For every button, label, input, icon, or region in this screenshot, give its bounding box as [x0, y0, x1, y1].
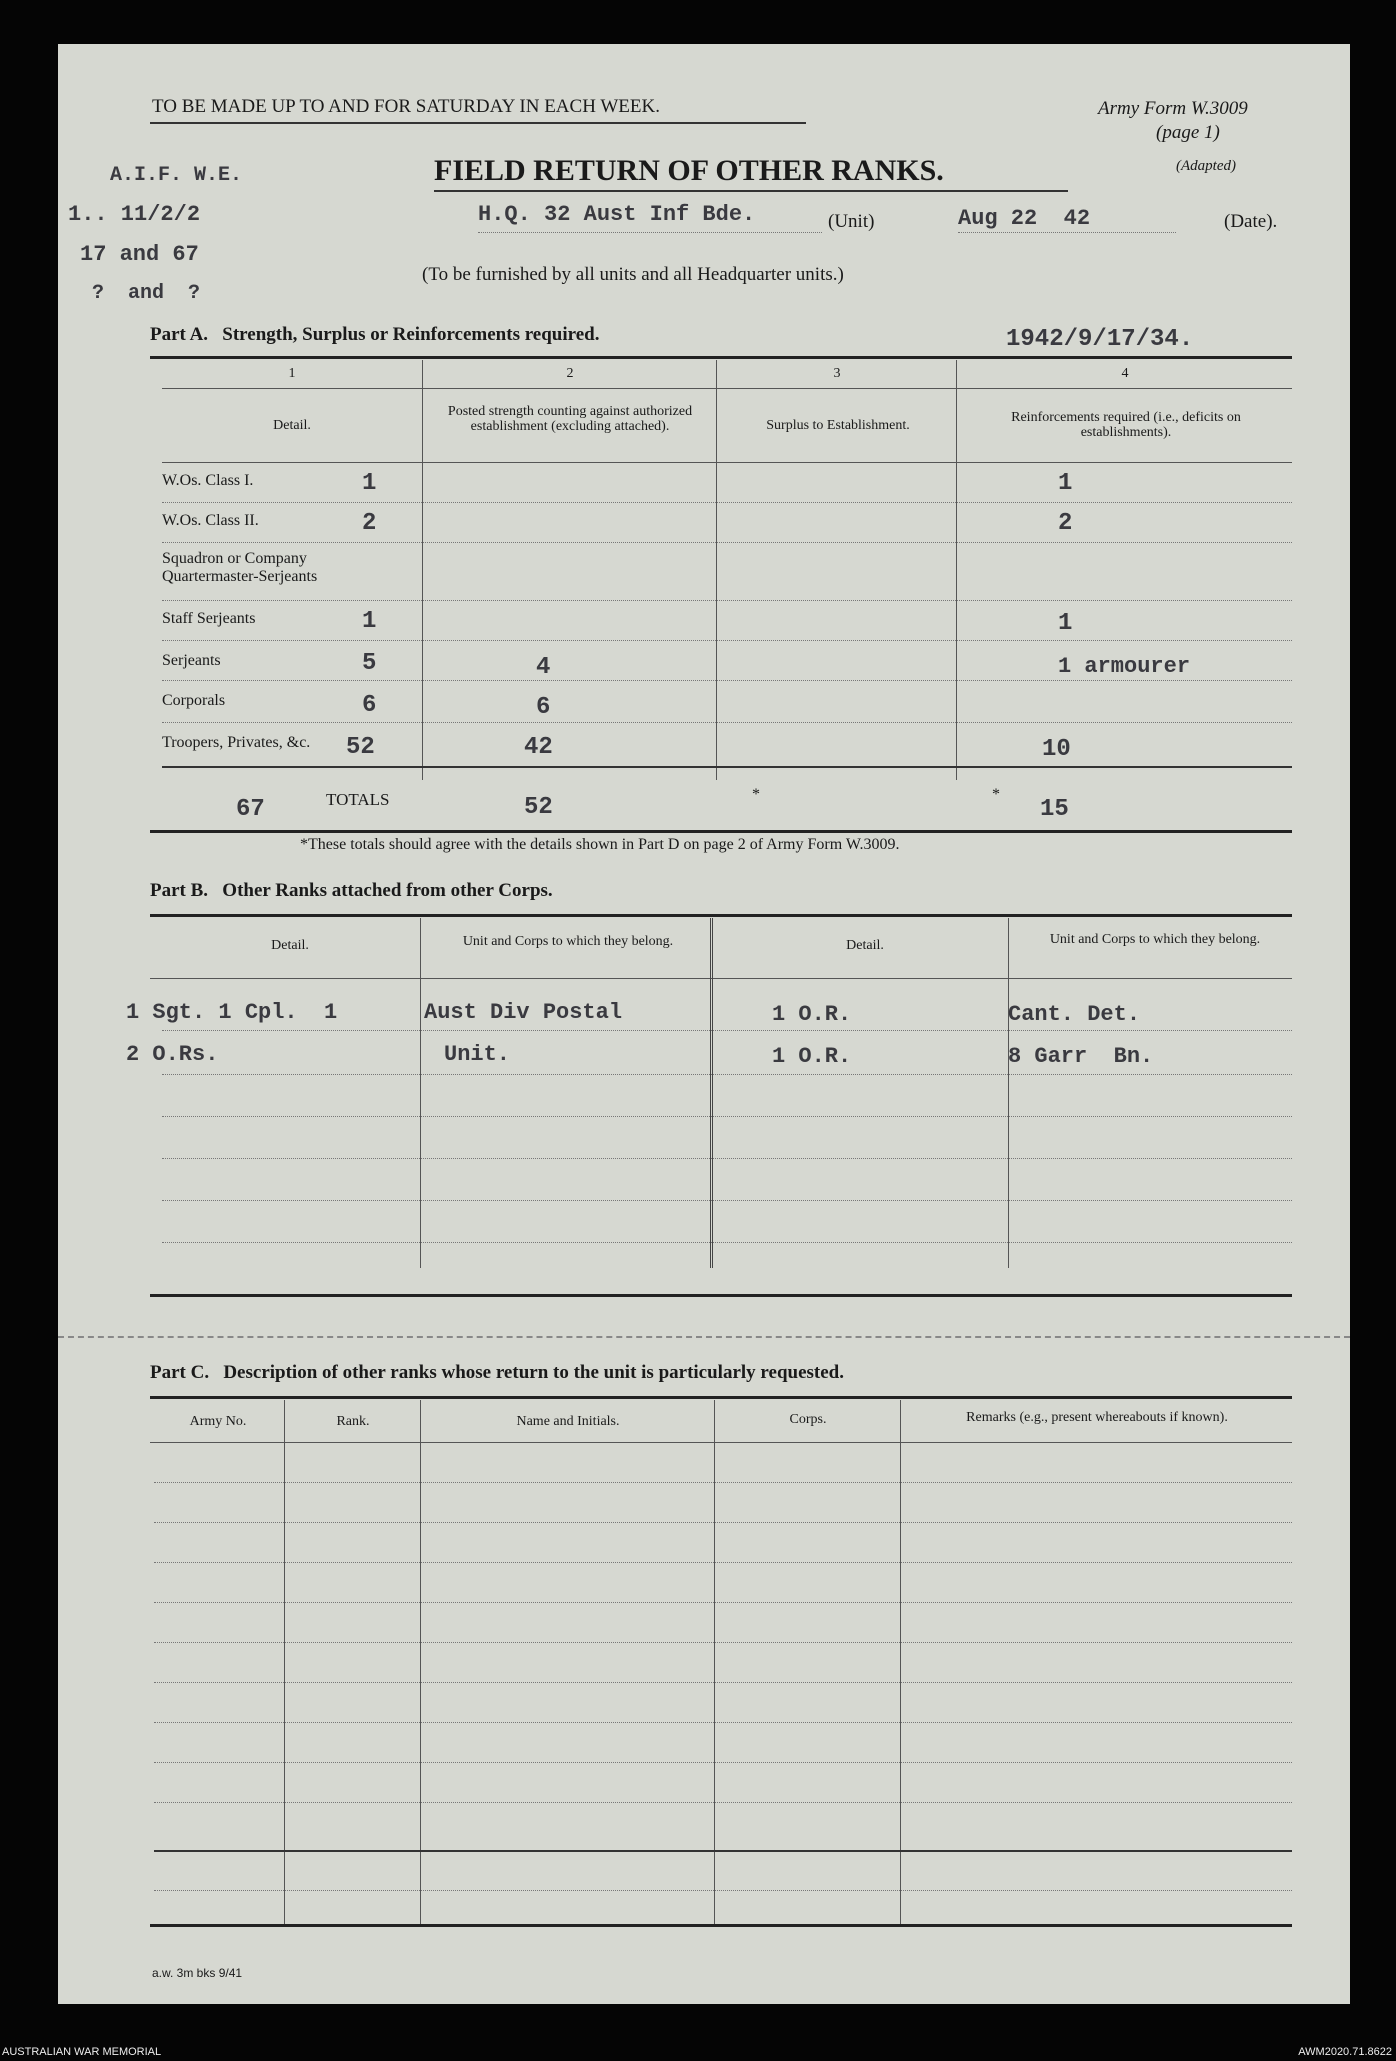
part-b-heading: Part B. Other Ranks attached from other Corps. — [150, 880, 553, 901]
part-b-col-divider-1 — [420, 918, 421, 1268]
part-c-row-rule — [154, 1562, 1292, 1563]
archive-credit: AUSTRALIAN WAR MEMORIAL — [2, 2046, 162, 2058]
part-c-col-divider-4 — [900, 1400, 901, 1924]
fold-line — [58, 1336, 1350, 1338]
part-a-header-surplus: Surplus to Establishment. — [766, 418, 910, 433]
part-b-header-unit-2: Unit and Corps to which they belong. — [1049, 932, 1261, 947]
part-c-row-rule — [154, 1762, 1292, 1763]
part-a-header-reinforcements: Reinforcements required (i.e., deficits on establishments). — [1011, 410, 1241, 440]
row-posted-serjeants: 4 — [536, 654, 551, 681]
unit-label: (Unit) — [828, 211, 875, 232]
row-rule — [162, 502, 1292, 503]
part-b-row-1-detail-2: 1 O.R. — [772, 1002, 852, 1027]
part-b-row-1-detail-1: 1 Sgt. 1 Cpl. 1 — [126, 1000, 338, 1025]
part-c-row-rule — [154, 1482, 1292, 1483]
row-est-wo-class-2: 2 — [362, 510, 377, 537]
row-reinf-troopers: 10 — [1042, 736, 1071, 763]
part-b-col-divider-2 — [710, 918, 713, 1268]
part-c-row-rule — [154, 1642, 1292, 1643]
row-rule — [162, 542, 1292, 543]
col-number-rule — [162, 388, 1292, 389]
part-c-row-rule — [154, 1722, 1292, 1723]
form-reference: Army Form W.3009 — [1098, 98, 1248, 119]
date-label: (Date). — [1224, 211, 1278, 232]
row-posted-troopers: 42 — [524, 734, 553, 761]
row-rule — [162, 600, 1292, 601]
archive-accession-number: AWM2020.71.8622 — [1298, 2046, 1392, 2058]
part-c-row-rule — [154, 1602, 1292, 1603]
part-a-footnote: *These totals should agree with the details shown in Part D on page 2 of Army Form W.3009. — [300, 836, 900, 853]
part-c-header-army-no: Army No. — [189, 1414, 247, 1429]
part-a-heading: Part A. Strength, Surplus or Reinforcements required. — [150, 324, 600, 345]
row-posted-corporals: 6 — [536, 694, 551, 721]
date-dotted-line — [958, 232, 1176, 233]
totals-surplus-mark: * — [752, 786, 760, 803]
col-number-1: 1 — [288, 366, 296, 381]
part-a-header-rule — [162, 462, 1292, 463]
part-a-col-divider-3 — [956, 360, 957, 780]
totals-top-rule — [162, 766, 1292, 768]
unit-dotted-line — [478, 232, 822, 233]
row-label-serjeants: Serjeants — [162, 652, 221, 669]
part-c-total-rule — [154, 1850, 1292, 1852]
part-b-row-rule — [162, 1116, 1292, 1117]
totals-reinf: 15 — [1040, 796, 1069, 823]
part-b-row-2-unit-1: Unit. — [444, 1042, 511, 1067]
part-c-header-remarks: Remarks (e.g., present whereabouts if known). — [966, 1410, 1228, 1425]
title-underline — [434, 190, 1068, 192]
part-a-header-posted: Posted strength counting against authorized establishment (excluding attached). — [447, 404, 693, 434]
instruction-text: TO BE MADE UP TO AND FOR SATURDAY IN EACH WEEK. — [152, 96, 660, 117]
row-rule — [162, 640, 1292, 641]
totals-reinf-mark: * — [992, 786, 1000, 803]
part-b-row-1-unit-1: Aust Div Postal — [424, 1000, 623, 1025]
row-est-staff-serjeants: 1 — [362, 608, 377, 635]
row-est-wo-class-1: 1 — [362, 470, 377, 497]
part-b-header-detail-2: Detail. — [846, 938, 884, 953]
part-b-row-rule — [162, 1200, 1292, 1201]
row-label-wo-class-1: W.Os. Class I. — [162, 472, 254, 489]
col-number-4: 4 — [1121, 366, 1129, 381]
totals-posted: 52 — [524, 794, 553, 821]
part-a-top-rule — [150, 356, 1292, 359]
date-value: Aug 22 42 — [958, 206, 1091, 231]
part-c-col-divider-1 — [284, 1400, 285, 1924]
part-c-header-name: Name and Initials. — [516, 1414, 620, 1429]
row-reinf-staff-serjeants: 1 — [1058, 610, 1073, 637]
unit-value: H.Q. 32 Aust Inf Bde. — [478, 202, 756, 227]
typed-margin-line-2: 1.. 11/2/2 — [68, 202, 201, 227]
part-c-row-rule — [154, 1522, 1292, 1523]
part-a-bottom-rule — [150, 830, 1292, 833]
part-b-row-rule — [162, 1158, 1292, 1159]
part-c-row-rule — [154, 1682, 1292, 1683]
instruction-underline — [150, 122, 806, 124]
row-label-cqms: Squadron or Company Quartermaster-Serjeants — [162, 550, 318, 585]
row-est-serjeants: 5 — [362, 650, 377, 677]
row-reinf-wo-class-1: 1 — [1058, 470, 1073, 497]
part-b-row-2-detail-1: 2 O.Rs. — [126, 1042, 219, 1067]
part-c-col-divider-2 — [420, 1400, 421, 1924]
part-b-bottom-rule — [150, 1294, 1292, 1297]
part-b-header-unit-1: Unit and Corps to which they belong. — [462, 934, 674, 949]
file-reference: 1942/9/17/34. — [1006, 326, 1194, 353]
furnish-note: (To be furnished by all units and all Headquarter units.) — [422, 264, 844, 285]
part-b-row-rule — [162, 1074, 1292, 1075]
row-est-corporals: 6 — [362, 692, 377, 719]
part-c-header-rank: Rank. — [336, 1414, 370, 1429]
part-c-row-rule — [154, 1802, 1292, 1803]
form-sheet — [58, 44, 1350, 2004]
part-c-header-rule — [150, 1442, 1292, 1443]
part-c-col-divider-3 — [714, 1400, 715, 1924]
form-title: FIELD RETURN OF OTHER RANKS. — [434, 154, 944, 187]
part-b-row-1-unit-2: Cant. Det. — [1008, 1002, 1141, 1027]
typed-margin-line-3: 17 and 67 — [80, 242, 199, 267]
typed-margin-line-4: ? and ? — [92, 282, 201, 305]
row-label-staff-serjeants: Staff Serjeants — [162, 610, 256, 627]
col-number-3: 3 — [833, 366, 841, 381]
part-b-row-2-detail-2: 1 O.R. — [772, 1044, 852, 1069]
printer-reference: a.w. 3m bks 9/41 — [152, 1966, 243, 1980]
row-label-corporals: Corporals — [162, 692, 226, 709]
row-reinf-serjeants: 1 armourer — [1058, 654, 1191, 679]
page-reference: (page 1) — [1156, 122, 1220, 143]
row-label-troopers: Troopers, Privates, &c. — [162, 734, 311, 751]
part-a-col-divider-2 — [716, 360, 717, 780]
part-a-col-divider-1 — [422, 360, 423, 780]
part-b-header-detail-1: Detail. — [271, 938, 309, 953]
part-b-col-divider-3 — [1008, 918, 1009, 1268]
totals-est: 67 — [236, 796, 265, 823]
part-c-row-rule — [154, 1890, 1292, 1891]
row-reinf-wo-class-2: 2 — [1058, 510, 1073, 537]
part-c-header-corps: Corps. — [789, 1412, 827, 1427]
row-est-troopers: 52 — [346, 734, 375, 761]
col-number-2: 2 — [566, 366, 574, 381]
adapted-note: (Adapted) — [1176, 158, 1236, 174]
part-c-heading: Part C. Description of other ranks whose return to the unit is particularly requested. — [150, 1362, 844, 1383]
part-c-bottom-rule — [150, 1924, 1292, 1927]
typed-margin-line-1: A.I.F. W.E. — [110, 164, 243, 187]
row-rule — [162, 680, 1292, 681]
part-b-row-2-unit-2: 8 Garr Bn. — [1008, 1044, 1154, 1069]
part-b-row-rule — [162, 1030, 1292, 1031]
part-b-header-rule — [150, 978, 1292, 979]
part-b-top-rule — [150, 914, 1292, 917]
totals-label: TOTALS — [326, 790, 390, 809]
part-c-top-rule — [150, 1396, 1292, 1399]
row-rule — [162, 722, 1292, 723]
row-label-wo-class-2: W.Os. Class II. — [162, 512, 259, 529]
part-b-row-rule — [162, 1242, 1292, 1243]
part-a-header-detail: Detail. — [273, 418, 311, 433]
